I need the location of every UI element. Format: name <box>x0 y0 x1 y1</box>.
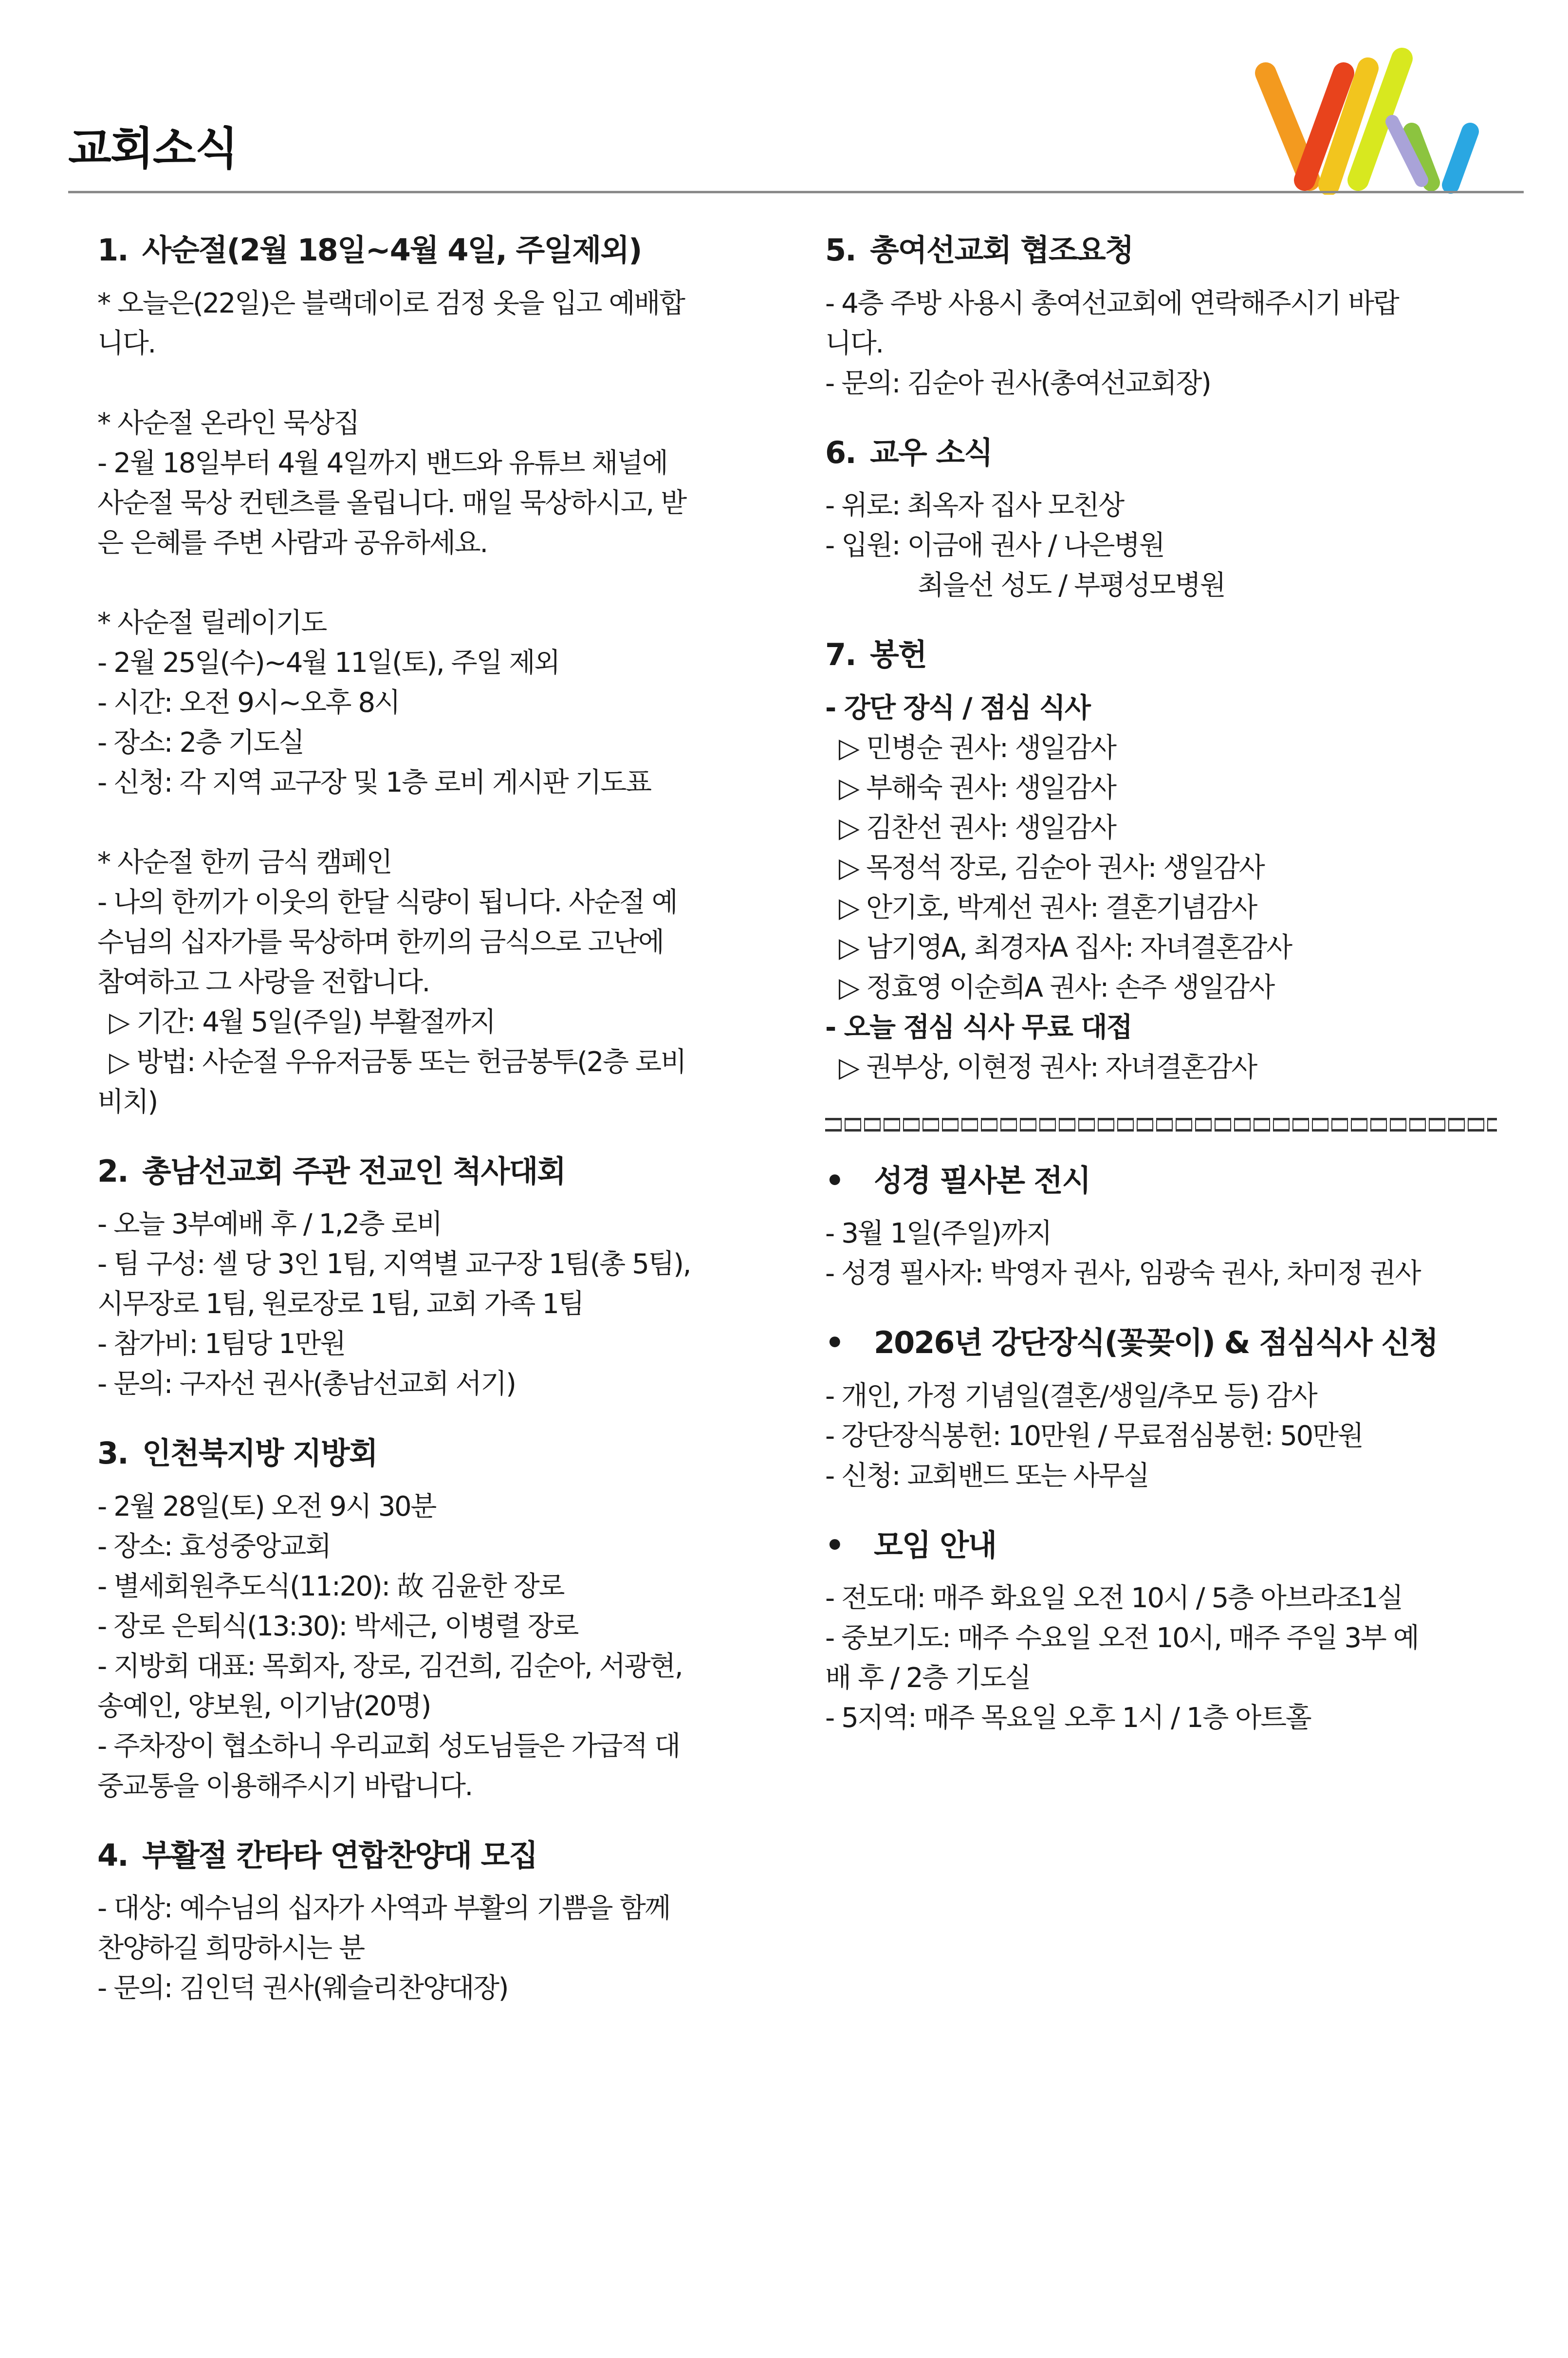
section-3 <box>97 1434 769 1806</box>
text-line: * 사순절 한끼 금식 캠페인 <box>97 846 392 878</box>
text-line: - 시간: 오전 9시~오후 8시 <box>97 687 400 719</box>
bullet-icon: • <box>825 1527 844 1563</box>
offering-list <box>825 728 1497 1008</box>
text-line: - 3월 1일(주일)까지 <box>825 1218 1051 1249</box>
notice-altar-flowers <box>825 1324 1497 1496</box>
text-line: 사순절 묵상 컨텐츠를 올립니다. 매일 묵상하시고, 받 <box>97 487 686 519</box>
section-7 <box>825 636 1497 1088</box>
text-line: 수님의 십자가를 묵상하며 한끼의 금식으로 고난에 <box>97 926 664 958</box>
text-line: 찬양하길 희망하시는 분 <box>97 1932 364 1964</box>
section-title: 7. 봉헌 <box>825 637 926 672</box>
text-line: - 장소: 효성중앙교회 <box>97 1530 331 1562</box>
text-line: 배 후 / 2층 기도실 <box>825 1662 1031 1694</box>
list-item: ▷ 안기호, 박계선 권사: 결혼기념감사 <box>839 891 1256 924</box>
blank-line <box>97 364 769 404</box>
church-logo <box>1246 39 1490 195</box>
dashed-divider <box>825 1118 1497 1132</box>
section-body <box>97 1205 769 1404</box>
text-line: - 전도대: 매주 화요일 오전 10시 / 5층 아브라조1실 <box>825 1582 1402 1614</box>
text-line: - 2월 18일부터 4월 4일까지 밴드와 유튜브 채널에 <box>97 447 667 479</box>
section-1 <box>97 231 769 1122</box>
notice-bible-copy <box>825 1162 1497 1294</box>
text-line: 참여하고 그 사랑을 전합니다. <box>97 966 429 998</box>
text-line: * 사순절 릴레이기도 <box>97 607 326 639</box>
section-title: 1. 사순절(2월 18일~4월 4일, 주일제외) <box>97 232 642 268</box>
text-line: - 별세회원추도식(11:20): 故 김윤한 장로 <box>97 1570 564 1602</box>
text-line: - 참가비: 1팀당 1만원 <box>97 1328 345 1360</box>
page-header <box>0 0 1568 195</box>
section-title: 4. 부활절 칸타타 연합찬양대 모집 <box>97 1837 537 1873</box>
list-item: ▷ 부해숙 권사: 생일감사 <box>839 772 1116 804</box>
text-line: - 신청: 교회밴드 또는 사무실 <box>825 1460 1149 1492</box>
section-body <box>97 284 769 1122</box>
text-line: 최을선 성도 / 부평성모병원 <box>918 570 1225 601</box>
bullet-icon: • <box>825 1162 844 1198</box>
text-line: 은 은혜를 주변 사람과 공유하세요. <box>97 527 487 559</box>
section-body <box>97 1889 769 2008</box>
section-title: 6. 교우 소식 <box>825 434 993 470</box>
text-line: - 강단장식봉헌: 10만원 / 무료점심봉헌: 50만원 <box>825 1420 1363 1452</box>
text-line: - 5지역: 매주 목요일 오후 1시 / 1층 아트홀 <box>825 1702 1311 1734</box>
text-line: - 문의: 김순아 권사(총여선교회장) <box>825 367 1211 399</box>
section-6 <box>825 434 1497 606</box>
blank-line <box>97 803 769 843</box>
text-line: - 팀 구성: 셀 당 3인 1팀, 지역별 교구장 1팀(총 5팀), <box>97 1248 691 1280</box>
text-line: 니다. <box>825 327 883 359</box>
text-line: - 입원: 이금애 권사 / 나은병원 <box>825 530 1164 561</box>
section-title: 2. 총남선교회 주관 전교인 척사대회 <box>97 1153 566 1189</box>
blank-line <box>97 563 769 603</box>
text-line: - 성경 필사자: 박영자 권사, 임광숙 권사, 차미정 권사 <box>825 1258 1420 1289</box>
page-title: 교회소식 <box>68 123 238 175</box>
section-5 <box>825 231 1497 404</box>
section-title: 5. 총여선교회 협조요청 <box>825 232 1133 268</box>
header-rule <box>68 191 1524 193</box>
sub-heading: - 오늘 점심 식사 무료 대접 <box>825 1011 1132 1043</box>
right-column <box>825 231 1497 1768</box>
text-line: 비치) <box>97 1086 157 1118</box>
logo-stroke-blue <box>1451 131 1470 185</box>
text-line: - 장로 은퇴식(13:30): 박세근, 이병렬 장로 <box>97 1610 578 1642</box>
text-line: - 지방회 대표: 목회자, 장로, 김건희, 김순아, 서광현, <box>97 1650 683 1682</box>
text-line: * 오늘은(22일)은 블랙데이로 검정 옷을 입고 예배합 <box>97 287 684 319</box>
list-item: ▷ 남기영A, 최경자A 집사: 자녀결혼감사 <box>839 931 1291 964</box>
offering-list <box>825 1048 1497 1088</box>
list-item: ▷ 김찬선 권사: 생일감사 <box>839 812 1116 844</box>
text-line: - 위로: 최옥자 집사 모친상 <box>825 490 1124 521</box>
text-line: - 중보기도: 매주 수요일 오전 10시, 매주 주일 3부 예 <box>825 1622 1419 1654</box>
text-line: - 4층 주방 사용시 총여선교회에 연락해주시기 바랍 <box>825 287 1399 319</box>
text-line: - 오늘 3부예배 후 / 1,2층 로비 <box>97 1208 442 1240</box>
bullet-icon: • <box>825 1325 844 1360</box>
list-item: ▷ 정효영 이순희A 권사: 손주 생일감사 <box>839 971 1274 1003</box>
section-body <box>825 1376 1497 1496</box>
bullet-title: • 모임 안내 <box>825 1526 1497 1564</box>
text-line: - 나의 한끼가 이웃의 한달 식량이 됩니다. 사순절 예 <box>97 886 677 918</box>
notice-meetings <box>825 1526 1497 1739</box>
section-body <box>97 1487 769 1806</box>
list-item: ▷ 방법: 사순절 우유저금통 또는 헌금봉투(2층 로비 <box>109 1046 686 1078</box>
text-line: - 장소: 2층 기도실 <box>97 726 304 759</box>
list-item: ▷ 권부상, 이현정 권사: 자녀결혼감사 <box>839 1051 1256 1083</box>
list-item: ▷ 기간: 4월 5일(주일) 부활절까지 <box>109 1006 495 1038</box>
text-line: - 문의: 김인덕 권사(웨슬리찬양대장) <box>97 1972 508 2004</box>
list-item: ▷ 민병순 권사: 생일감사 <box>839 732 1116 764</box>
text-line: - 개인, 가정 기념일(결혼/생일/추모 등) 감사 <box>825 1380 1317 1412</box>
text-line: - 2월 28일(토) 오전 9시 30분 <box>97 1490 436 1522</box>
section-title: 3. 인천북지방 지방회 <box>97 1435 377 1471</box>
section-2 <box>97 1152 769 1405</box>
sub-heading: - 강단 장식 / 점심 식사 <box>825 692 1090 724</box>
text-line: 송예인, 양보원, 이기남(20명) <box>97 1690 430 1722</box>
text-line: - 대상: 예수님의 십자가 사역과 부활의 기쁨을 함께 <box>97 1893 670 1924</box>
text-line: - 문의: 구자선 권사(총남선교회 서기) <box>97 1368 516 1400</box>
text-line: - 신청: 각 지역 교구장 및 1층 로비 게시판 기도표 <box>97 766 651 798</box>
text-line: 니다. <box>97 327 155 359</box>
section-body <box>825 1578 1497 1738</box>
bullet-title: • 2026년 강단장식(꽃꽂이) & 점심식사 신청 <box>825 1324 1497 1362</box>
section-body <box>825 1214 1497 1294</box>
section-4 <box>97 1837 769 2009</box>
text-line: 중교통을 이용해주시기 바랍니다. <box>97 1770 472 1802</box>
text-line: - 주차장이 협소하니 우리교회 성도님들은 가급적 대 <box>97 1730 680 1762</box>
section-body <box>825 284 1497 404</box>
section-body <box>825 486 1497 566</box>
text-line: 시무장로 1팀, 원로장로 1팀, 교회 가족 1팀 <box>97 1288 584 1320</box>
bullet-title: • 성경 필사본 전시 <box>825 1162 1497 1200</box>
text-line: - 2월 25일(수)~4월 11일(토), 주일 제외 <box>97 647 559 679</box>
left-column <box>97 231 769 2039</box>
list-item: ▷ 목정석 장로, 김순아 권사: 생일감사 <box>839 852 1264 884</box>
text-line: * 사순절 온라인 묵상집 <box>97 407 359 439</box>
